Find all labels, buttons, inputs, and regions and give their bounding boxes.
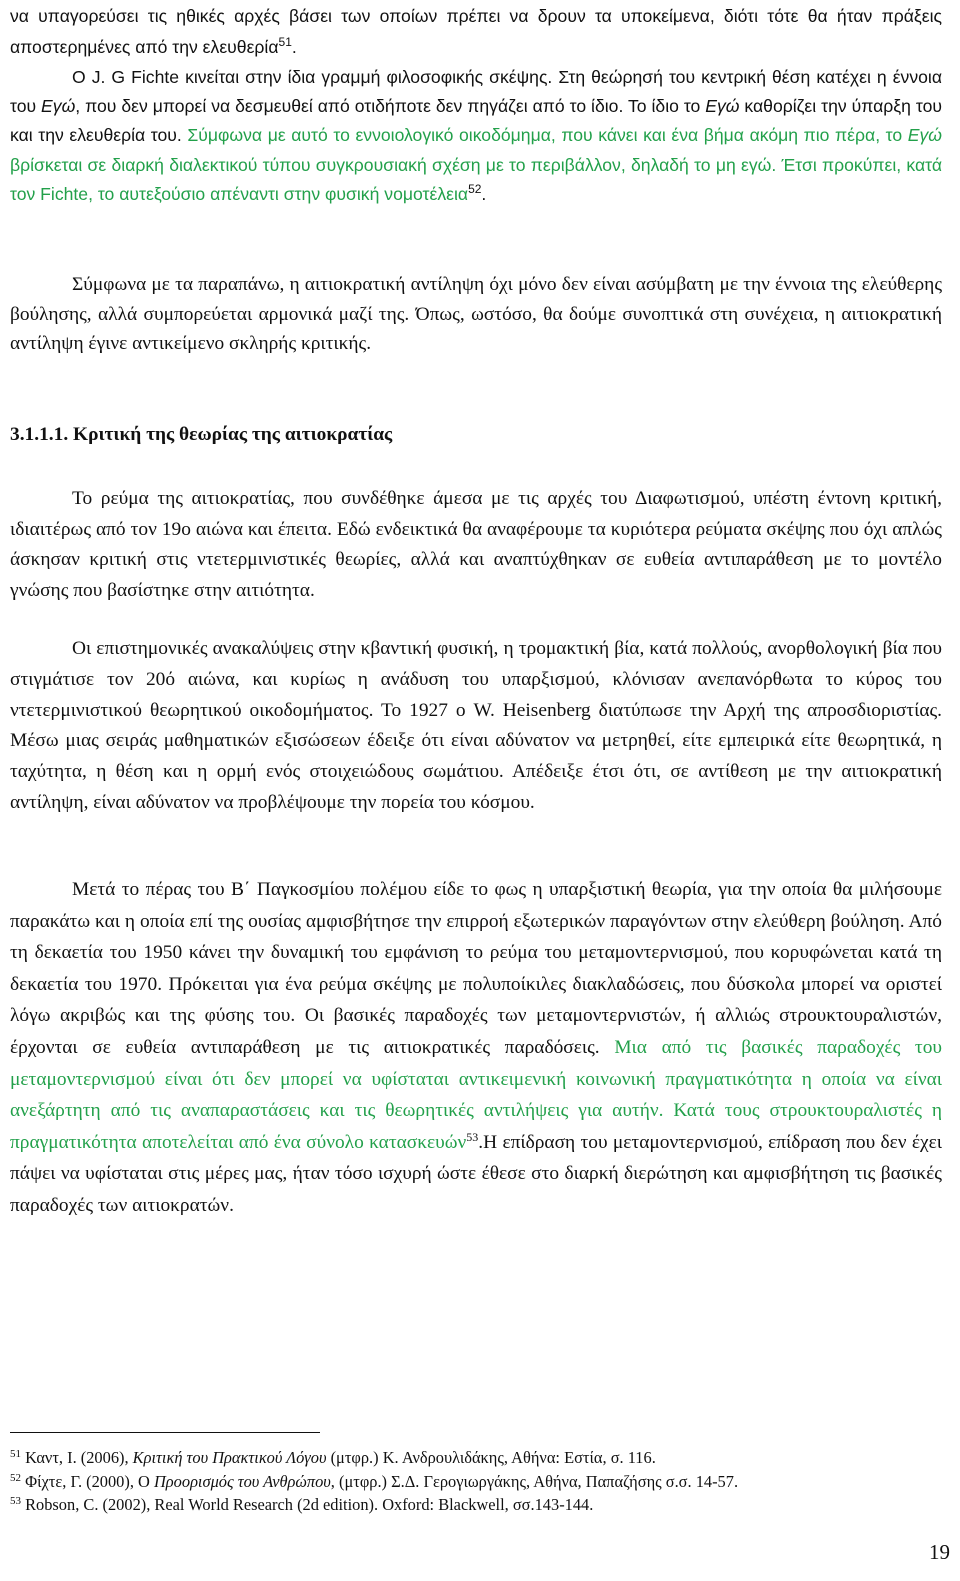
highlighted-text: Μια από τις βασικές παραδοχές του μεταμοντερνισμού είναι ότι δεν μπορεί να υφίσταται αντικειμενική κοινωνική πραγματικότητα η οποία να είναι ανεξάρτητη από τις αναπαραστάσεις και τις θεωρητικές αντιλήψεις για αυτήν. Κατά τους στρουκτουραλιστές η πραγματικότητα αποτελείται από ένα σύνολο κατασκευών [10,1036,943,1153]
paragraph-postmodernism: Μετά το πέρας του Β΄ Παγκοσμίου πολέμου είδε το φως η υπαρξιστική θεωρία, για την οποία θα μιλήσουμε παρακάτω και η οποία επί της ουσίας αμφισβήτησε την επιρροή εξωτερικών παραγόντων στην ελεύθερη βούληση. Από τη δεκαετία του 1950 κάνει την δυναμική του εμφάνιση το ρεύμα του μεταμοντερνισμού, που κορυφώνεται κατά τη δεκαετία του 1970. Πρόκειται για ένα ρεύμα σκέψης με πολυποίκιλες διακλαδώσεις, που δύσκολα μπορεί να οριστεί λόγω ακριβώς και της φύσης του. Οι βασικές παραδοχές των μεταμοντερνιστών, ή αλλιώς στρουκτουραλιστών, έρχονται σε ευθεία αντιπαράθεση με τις αιτιοκρατικές παραδόσεις. Μια από τις βασικές παραδοχές του μεταμοντερνισμού είναι ότι δεν μπορεί να υφίσταται αντικειμενική κοινωνική πραγματικότητα η οποία να είναι ανεξάρτητη από τις αναπαραστάσεις και τις θεωρητικές αντιλήψεις για αυτήν. Κατά τους στρουκτουραλιστές η πραγματικότητα αποτελείται από ένα σύνολο κατασκευών$^{53}$.Η επίδραση του μεταμοντερνισμού, επίδραση που δεν έχει πάψει να υφίσταται στις μέρες μας, ήταν τόσο ισχυρή ώστε έθεσε στο διαρκή διερώτηση και αμφισβήτηση τις βασικές παραδοχές των αιτιοκρατών. [10,879,943,1216]
footnote-ref-53[interactable]: 53 [466,1129,479,1144]
paragraph-summary: Σύμφωνα με τα παραπάνω, η αιτιοκρατική αντίληψη όχι μόνο δεν είναι ασύμβατη με την έννοια της ελεύθερης βούλησης, αλλά συμπορεύεται αρμονικά μαζί της. Όπως, ωστόσο, θα δούμε συνοπτικά στη συνέχεια, η αιτιοκρατική αντίληψη έγινε αντικείμενο σκληρής κριτικής. [10,274,942,354]
footnote-53: $^{53}$ Robson, C. (2002), Real World Research (2d edition). Oxford: Blackwell, σσ.143-144. [10,1495,594,1514]
footnote-ref-52[interactable]: 52 [468,181,482,196]
highlighted-text: Σύμφωνα με αυτό το εννοιολογικό οικοδόμημα, που κάνει και ένα βήμα ακόμη πιο πέρα, το Εγώ βρίσκεται σε διαρκή διαλεκτικού τύπου συγκρουσιακή σχέση με το περιβάλλον, δηλαδή το μη εγώ. Έτσι προκύπει, κατά τον Fichte, το αυτεξούσιο απέναντι στην φυσική νομοτέλεια [10,125,942,204]
paragraph-criticism: Το ρεύμα της αιτιοκρατίας, που συνδέθηκε άμεσα με τις αρχές του Διαφωτισμού, υπέστη έντονη κριτική, ιδιαιτέρως από τον 19ο αιώνα και έπειτα. Εδώ ενδεικτικά θα αναφέρουμε τα κυριότερα ρεύματα σκέψης που όχι απλώς άσκησαν κριτική στις ντετερμινιστικές θεωρίες, αλλά και αναπτύχθηκαν σε ευθεία αντιπαράθεση με το μοντέλο γνώσης που βασίστηκε στην αιτιότητα. [10,488,942,601]
paragraph-continuation: να υπαγορεύσει τις ηθικές αρχές βάσει των οποίων πρέπει να δρουν τα υποκείμενα, διότι τότε θα ήταν πράξεις αποστερημένες από την ελευθερία$^{51}$. [10,6,942,57]
footnote-52: $^{52}$ Φίχτε, Γ. (2000), Ο Προορισμός του Ανθρώπου, (μτφρ.) Σ.Δ. Γερογιωργάκης, Αθήνα, Παπαζήσης σ.σ. 14-57. [10,1472,739,1491]
footnote-51: $^{51}$ Καντ, Ι. (2006), Κριτική του Πρακτικού Λόγου (μτφρ.) Κ. Ανδρουλιδάκης, Αθήνα: Εστία, σ. 116. [10,1448,656,1467]
footnote-ref-51[interactable]: 51 [278,35,292,49]
page-number: 19 [929,1540,950,1564]
footnote-separator [10,1432,320,1433]
paragraph-science: Οι επιστημονικές ανακαλύψεις στην κβαντική φυσική, η τρομακτική βία, κατά πολλούς, ανορθολογική βία που στιγμάτισε τον 20ό αιώνα, και κυρίως η ανάδυση του υπαρξισμού, κλόνισαν ανεπανόρθωτα το κύρος του ντετερμινιστικού θεωρητικού οικοδομήματος. Το 1927 ο W. Heisenberg διατύπωσε την Αρχή της απροσδιοριστίας. Μέσω μιας σειράς μαθηματικών εξισώσεων έδειξε ότι είναι αδύνατον να μετρηθεί, είτε εμπειρικά είτε θεωρητικά, η ταχύτητα, η θέση και η ορμή ενός στοιχειώδους σωμάτιου. Απέδειξε έτσι ότι, σε αντίθεση με την αιτιοκρατική αντίληψη, είναι αδύνατον να προβλέψουμε την πορεία του κόσμου. [10,638,942,813]
paragraph-fichte: O J. G Fichte κινείται στην ίδια γραμμή φιλοσοφικής σκέψης. Στη θεώρησή του κεντρική θέση κατέχει η έννοια του Εγώ, που δεν μπορεί να δεσμευθεί από οτιδήποτε δεν πηγάζει από το ίδιο. Το ίδιο το Εγώ καθορίζει την ύπαρξη του και την ελευθερία του. Σύμφωνα με αυτό το εννοιολογικό οικοδόμημα, που κάνει και ένα βήμα ακόμη πιο πέρα, το Εγώ βρίσκεται σε διαρκή διαλεκτικού τύπου συγκρουσιακή σχέση με το περιβάλλον, δηλαδή το μη εγώ. Έτσι προκύπει, κατά τον Fichte, το αυτεξούσιο απέναντι στην φυσική νομοτέλεια$^{52}$. [10,67,942,204]
section-heading: 3.1.1.1. Κριτική της θεωρίας της αιτιοκρατίας [10,424,393,445]
